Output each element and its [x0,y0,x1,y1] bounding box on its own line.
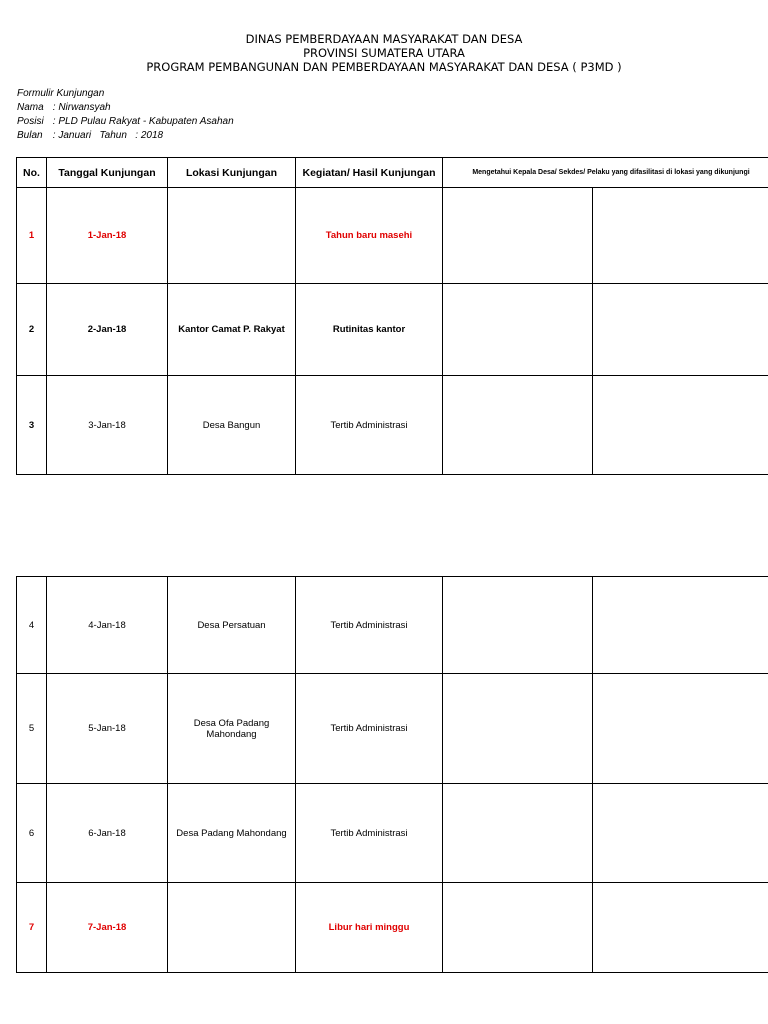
row-no: 3 [17,376,47,475]
row-signature-2 [593,188,768,284]
table-row [17,674,768,784]
row-lokasi [168,883,296,973]
row-no: 2 [17,284,47,376]
table-header-row [17,158,768,188]
row-lokasi: Desa Ofa Padang Mahondang [168,674,296,784]
posisi-row [17,115,234,129]
row-kegiatan: Rutinitas kantor [296,284,443,376]
table-row [17,577,768,674]
row-signature-2 [593,577,768,674]
posisi-value: : PLD Pulau Rakyat - Kabupaten Asahan [52,116,234,127]
row-signature-1 [443,284,593,376]
row-kegiatan: Tahun baru masehi [296,188,443,284]
nama-row [17,101,234,115]
row-signature-1 [443,188,593,284]
row-no: 1 [17,188,47,284]
table-row [17,284,768,376]
row-signature-2 [593,674,768,784]
row-signature-2 [593,376,768,475]
bulan-value: : Januari [52,130,92,141]
row-kegiatan: Libur hari minggu [296,883,443,973]
row-no: 6 [17,784,47,883]
col-header-tanggal: Tanggal Kunjungan [47,158,168,188]
header-line-3: PROGRAM PEMBANGUNAN DAN PEMBERDAYAAN MASYARAKAT DAN DESA ( P3MD ) [146,60,622,74]
col-header-mengetahui: Mengetahui Kepala Desa/ Sekdes/ Pelaku yang difasilitasi di lokasi yang dikunjungi [443,158,768,188]
header-line-1: DINAS PEMBERDAYAAN MASYARAKAT DAN DESA [245,32,523,46]
row-kegiatan: Tertib Administrasi [296,784,443,883]
row-tanggal: 5-Jan-18 [47,674,168,784]
row-no: 7 [17,883,47,973]
bulan-row [17,129,234,143]
form-meta [17,87,234,143]
row-tanggal: 3-Jan-18 [47,376,168,475]
nama-label: Nama [17,102,44,113]
bulan-label: Bulan [17,130,43,141]
row-tanggal: 4-Jan-18 [47,577,168,674]
col-header-lokasi: Lokasi Kunjungan [168,158,296,188]
row-signature-1 [443,784,593,883]
row-signature-2 [593,284,768,376]
row-no: 5 [17,674,47,784]
visit-table-part-2 [16,576,768,973]
tahun-label: Tahun [99,130,127,141]
row-tanggal: 2-Jan-18 [47,284,168,376]
row-no: 4 [17,577,47,674]
row-tanggal: 7-Jan-18 [47,883,168,973]
row-tanggal: 1-Jan-18 [47,188,168,284]
row-lokasi: Desa Persatuan [168,577,296,674]
row-lokasi: Desa Bangun [168,376,296,475]
header-line-2: PROVINSI SUMATERA UTARA [303,46,465,60]
row-signature-2 [593,883,768,973]
row-signature-1 [443,883,593,973]
row-signature-2 [593,784,768,883]
row-lokasi [168,188,296,284]
row-kegiatan: Tertib Administrasi [296,577,443,674]
col-header-kegiatan: Kegiatan/ Hasil Kunjungan [296,158,443,188]
row-kegiatan: Tertib Administrasi [296,674,443,784]
row-signature-1 [443,577,593,674]
row-lokasi: Desa Padang Mahondang [168,784,296,883]
tahun-value: : 2018 [135,130,164,141]
col-header-no: No. [17,158,47,188]
row-signature-1 [443,376,593,475]
row-lokasi: Kantor Camat P. Rakyat [168,284,296,376]
form-title: Formulir Kunjungan [17,88,105,99]
table-row [17,376,768,475]
row-kegiatan: Tertib Administrasi [296,376,443,475]
table-row [17,883,768,973]
document-header [0,32,768,74]
nama-value: : Nirwansyah [52,102,111,113]
table-row [17,784,768,883]
row-tanggal: 6-Jan-18 [47,784,168,883]
row-signature-1 [443,674,593,784]
visit-table-part-1 [16,157,768,475]
posisi-label: Posisi [17,116,44,127]
table-row [17,188,768,284]
